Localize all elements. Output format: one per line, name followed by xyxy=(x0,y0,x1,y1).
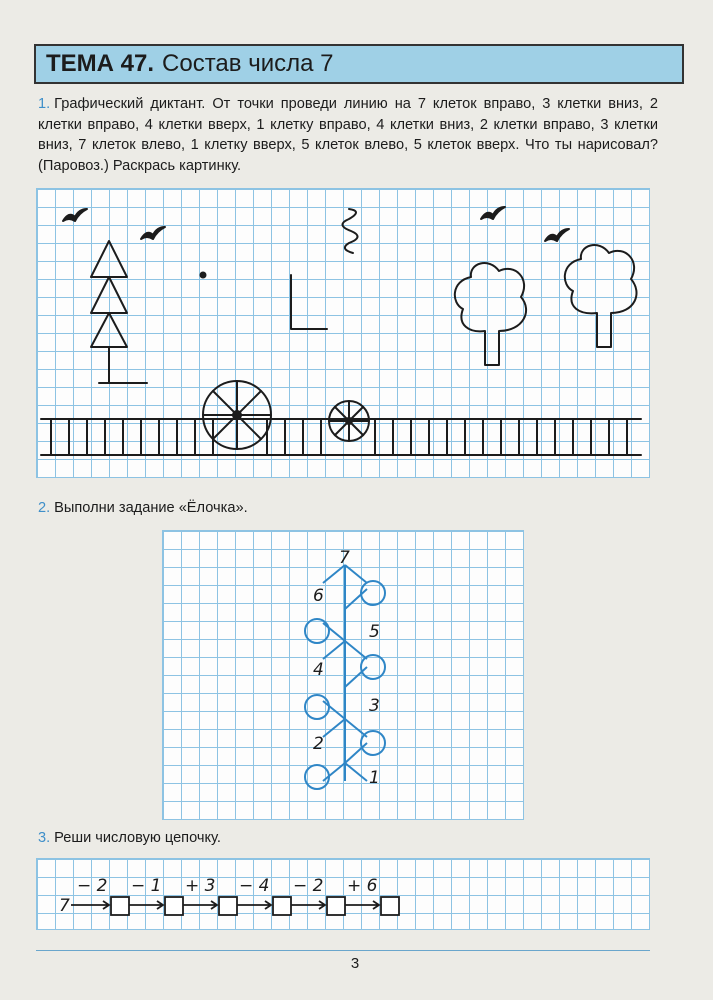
number-tree-drawing xyxy=(163,531,525,821)
topic-label: ТЕМА 47. xyxy=(46,50,155,77)
tree-circle xyxy=(361,731,385,755)
tree-circle xyxy=(361,581,385,605)
task3-text: Реши числовую цепочку. xyxy=(54,830,221,846)
chain-operation: − 2 xyxy=(77,876,108,896)
tree-circle xyxy=(361,655,385,679)
chain-answer-box[interactable] xyxy=(165,897,183,915)
tree-left-number: 6 xyxy=(313,586,324,606)
smoke-icon xyxy=(342,209,357,253)
bird-icon xyxy=(545,229,569,241)
topic-header xyxy=(34,44,684,84)
chain-answer-box[interactable] xyxy=(219,897,237,915)
railway-track xyxy=(41,419,641,455)
page-number: 3 xyxy=(350,955,360,972)
chain-arrow xyxy=(345,901,379,909)
number-chain xyxy=(37,859,651,931)
task1-text: Графический диктант. От точки проведи линию на 7 клеток вправо, 3 клетки вниз, 2 клетки вправо, 4 клетки вверх, 1 клетку вправо, 4 клетки вниз, 2 клетки вправо, 3 клетки вниз, 7 клеток влево, 1 клетку вверх, 5 клеток влево, 5 клеток вверх. Что ты нарисовал? (Паровоз.) Раскрась картинку. xyxy=(38,96,658,174)
tree-circle xyxy=(305,619,329,643)
footer-divider xyxy=(36,950,650,951)
bird-icon xyxy=(481,207,505,219)
start-dot xyxy=(201,273,206,278)
task3-chain-grid xyxy=(36,858,650,930)
tree-right-number: 1 xyxy=(369,768,380,788)
deciduous-tree-icon xyxy=(455,263,526,365)
dictation-picture xyxy=(37,189,651,479)
task2-text-block xyxy=(38,498,658,519)
chain-operation: + 3 xyxy=(185,876,216,896)
chain-answer-box[interactable] xyxy=(327,897,345,915)
task3-text-block xyxy=(38,828,658,849)
tree-circle xyxy=(305,765,329,789)
chain-operation: − 2 xyxy=(293,876,324,896)
deciduous-tree-icon xyxy=(565,245,637,347)
chain-operation: − 4 xyxy=(239,876,270,896)
tree-top-number: 7 xyxy=(339,548,350,568)
task2-text: Выполни задание «Ёлочка». xyxy=(54,500,248,516)
tree-right-number: 5 xyxy=(369,622,380,642)
chain-answer-box[interactable] xyxy=(273,897,291,915)
tree-left-number: 2 xyxy=(313,734,324,754)
task2-tree-grid xyxy=(162,530,524,820)
topic-title: Состав числа 7 xyxy=(162,50,334,77)
task1-text-block xyxy=(38,94,658,176)
chain-answer-box[interactable] xyxy=(381,897,399,915)
chain-arrow xyxy=(237,901,271,909)
task2-number: 2. xyxy=(38,500,51,516)
bird-icon xyxy=(63,209,87,221)
task1-number: 1. xyxy=(38,96,51,112)
task3-number: 3. xyxy=(38,830,51,846)
task1-dictation-grid xyxy=(36,188,650,478)
chain-arrow xyxy=(71,901,109,909)
bird-icon xyxy=(141,227,165,239)
chain-start-number: 7 xyxy=(59,896,70,916)
chain-arrow xyxy=(183,901,217,909)
chain-arrow xyxy=(291,901,325,909)
chain-operation: + 6 xyxy=(347,876,378,896)
fir-tree-icon xyxy=(91,241,147,383)
tree-left-number: 4 xyxy=(313,660,324,680)
tree-circle xyxy=(305,695,329,719)
chain-operation: − 1 xyxy=(131,876,162,896)
tree-right-number: 3 xyxy=(369,696,380,716)
chain-answer-box[interactable] xyxy=(111,897,129,915)
small-wheel-icon xyxy=(329,401,369,441)
corner-line xyxy=(291,275,327,329)
chain-arrow xyxy=(129,901,163,909)
